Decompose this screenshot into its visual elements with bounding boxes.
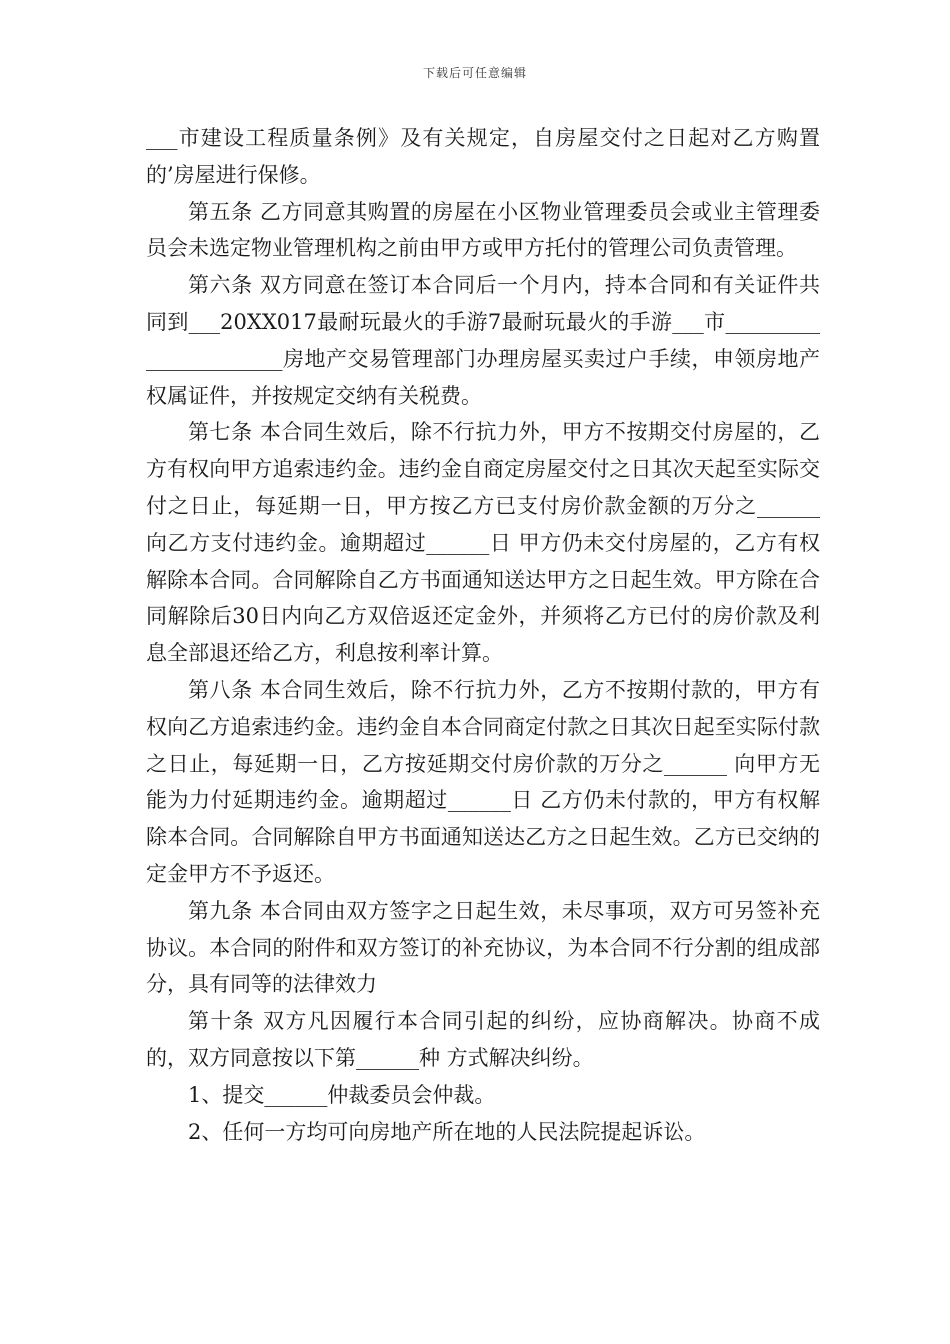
paragraph-clause-10: 第十条 双方凡因履行本合同引起的纠纷，应协商解决。协商不成的，双方同意按以下第______种 方式解决纠纷。: [146, 1009, 820, 1070]
document-body: [146, 120, 827, 1150]
list-item-option-1: 1、提交______仲裁委员会仲裁。: [188, 1082, 496, 1107]
paragraph-clause-9: 第九条 本合同由双方签字之日起生效，未尽事项，双方可另签补充协议。本合同的附件和双方签订的补充协议，为本合同不行分割的组成部分，具有同等的法律效力: [146, 898, 820, 997]
page-header: 下载后可任意编辑: [422, 66, 527, 80]
paragraph-clause-4-cont: ___市建设工程质量条例》及有关规定，自房屋交付之日起对乙方购置的’房屋进行保修。: [146, 126, 820, 187]
paragraph-clause-8: 第八条 本合同生效后，除不行抗力外，乙方不按期付款的，甲方有权向乙方追索违约金。违约金自本合同商定付款之日其次日起至实际付款之日止，每延期一日，乙方按延期交付房价款的万分之______ 向甲方无能为力付延期违约金。逾期超过______日 乙方仍未付款的，甲方有权解除本合同。合同解除自甲方书面通知送达乙方之日起生效。乙方已交纳的定金甲方不予返还。: [146, 677, 820, 886]
paragraph-clause-5: 第五条 乙方同意其购置的房屋在小区物业管理委员会或业主管理委员会未选定物业管理机构之前由甲方或甲方托付的管理公司负责管理。: [146, 199, 820, 261]
list-item-option-2: 2、任何一方均可向房地产所在地的人民法院提起诉讼。: [188, 1119, 706, 1144]
paragraph-clause-6: 第六条 双方同意在签订本合同后一个月内，持本合同和有关证件共同到___20XX017最耐玩最火的手游7最耐玩最火的手游___市______________________房地产交易管理部门办理房屋买卖过户手续，申领房地产权属证件，并按规定交纳有关税费。: [146, 273, 820, 408]
paragraph-clause-7: 第七条 本合同生效后，除不行抗力外，甲方不按期交付房屋的，乙方有权向甲方追索违约金。违约金自商定房屋交付之日其次天起至实际交付之日止，每延期一日，甲方按乙方已支付房价款金额的万分之______ 向乙方支付违约金。逾期超过______日 甲方仍未交付房屋的，乙方有权解除本合同。合同解除自乙方书面通知送达甲方之日起生效。甲方除在合同解除后30日内向乙方双倍返还定金外，并须将乙方已付的房价款及利息全部退还给乙方，利息按利率计算。: [146, 420, 827, 666]
